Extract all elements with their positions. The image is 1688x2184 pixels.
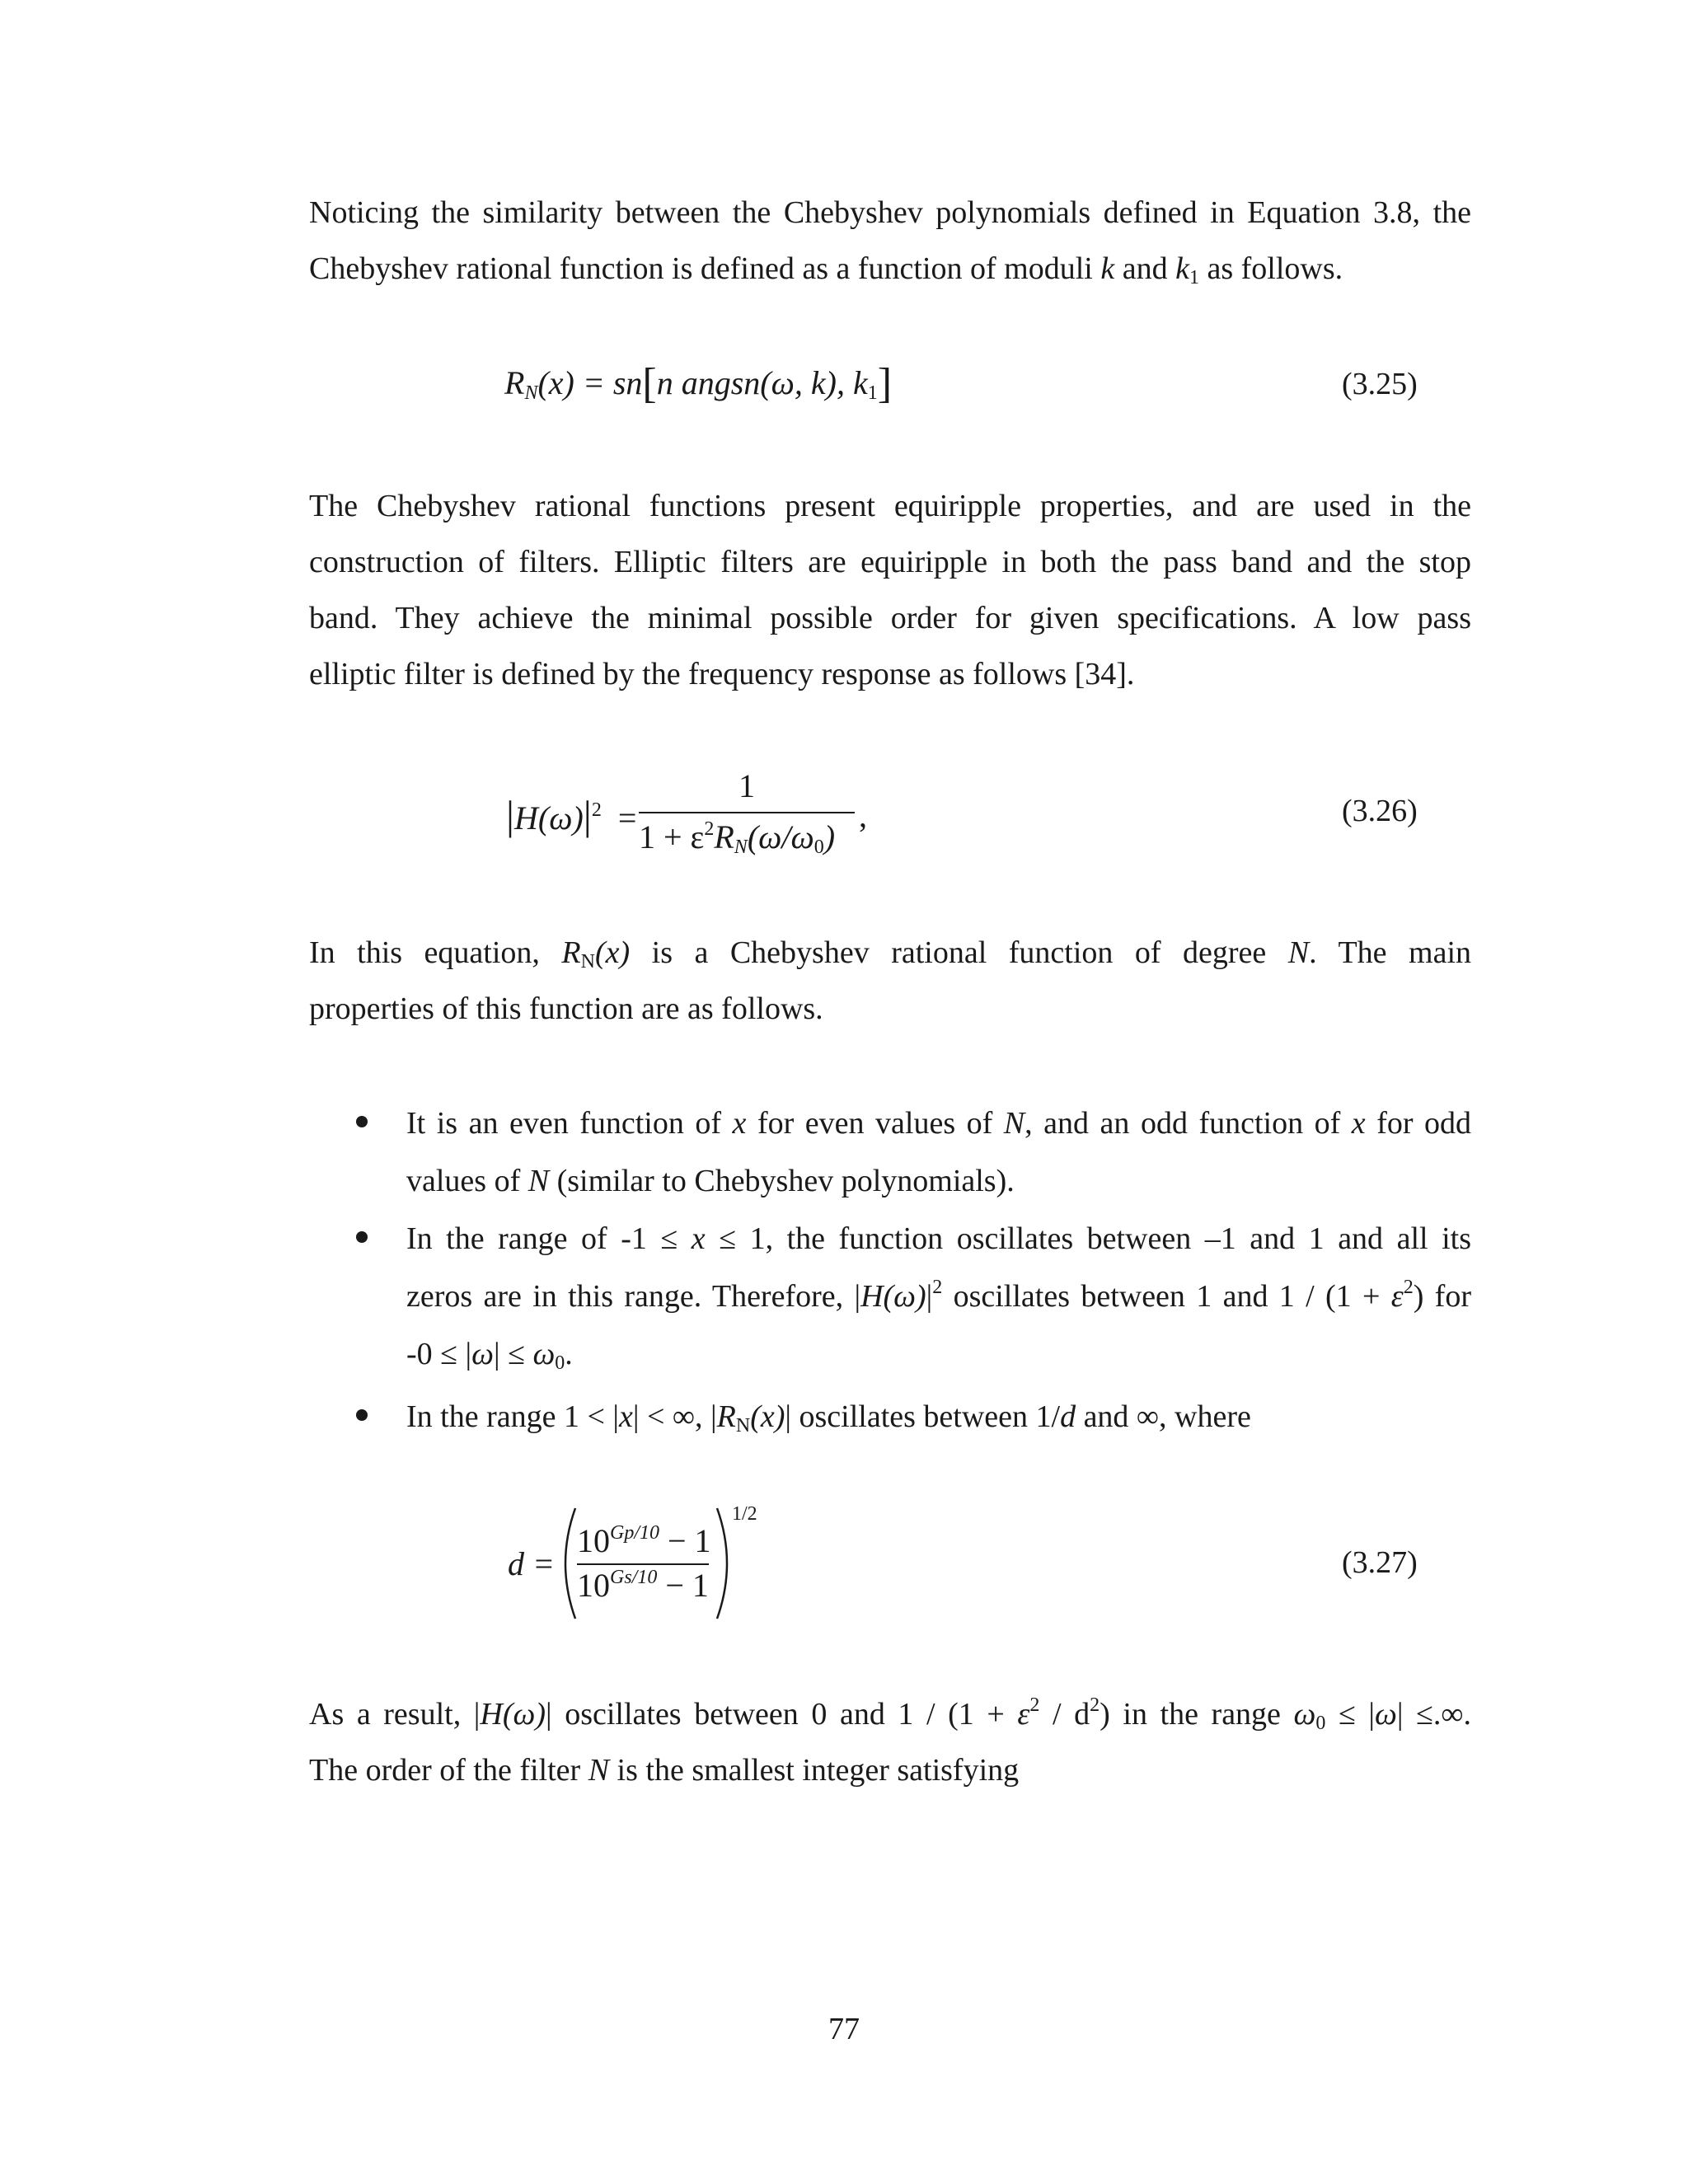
text-line: The Chebyshev rational functions present equiripple properties, and are used in the [309,489,1471,523]
text-run: (similar to Chebyshev polynomials). [549,1164,1015,1198]
text-run: Chebyshev rational function is defined as a function of moduli [309,251,1101,286]
text-run: (ω/ω [747,818,814,855]
text-line [309,1742,1471,1798]
text-line: properties of this function are as follows. [309,991,823,1026]
math-d: d [1060,1399,1076,1434]
text-line [406,1388,1471,1446]
text-line [406,1094,1471,1152]
math-x: (x) [594,935,631,970]
math-N: N [1287,935,1310,970]
subscript: 1 [1189,267,1199,288]
text-run: | ≤.∞. [1396,1697,1471,1732]
text-run: . The main [1309,935,1472,970]
math-H: H(ω) [480,1697,546,1732]
math-R: R [561,935,581,970]
text-run: In the range of -1 ≤ [406,1221,692,1256]
superscript: 2 [704,818,715,840]
superscript: 2 [932,1277,943,1298]
text-run: | ≤ [493,1337,533,1371]
fraction-numerator [577,1521,711,1560]
math-H: H(ω) [860,1279,926,1314]
text-run: 10 [577,1522,610,1559]
text-run: is the smallest integer satisfying [609,1753,1020,1788]
math-lhs: $|H(\omega)|^2$ = [506,792,637,838]
subscript: 0 [555,1352,565,1374]
math-H: H(ω) [514,799,584,837]
superscript: Gp/10 [610,1522,659,1544]
text-run: and ∞, where [1076,1399,1251,1434]
text-run: values of [406,1164,528,1198]
text-run: is a Chebyshev rational function of degree [651,935,1288,970]
math-R: R [504,364,525,401]
fraction-numerator: 1 [738,767,755,804]
paragraph-chebyshev [309,478,1471,702]
bullet-item [406,1388,1471,1446]
subscript: 1 [867,382,878,404]
math-x: (x) [750,1399,785,1434]
page-number: 77 [828,2012,860,2046]
bullet-item [406,1210,1471,1383]
equation-3-25 [504,359,892,408]
text-line [406,1152,1471,1210]
math-omega: ω [471,1337,494,1371]
math-x: x [1351,1106,1366,1141]
math-omega: ω [1375,1697,1397,1732]
text-run: ) for [1413,1279,1471,1314]
text-run: − 1 [665,1567,709,1604]
subscript: N [734,837,748,858]
text-run: and [1114,251,1176,286]
text-run: for even values of [757,1106,1004,1141]
math-omega: ω [1293,1697,1316,1732]
equation-number: (3.25) [1342,367,1418,401]
text-line [406,1210,1471,1268]
math-epsilon: ε [1017,1697,1030,1732]
paragraph-properties [309,925,1471,1037]
text-run: | < ∞, | [632,1399,717,1434]
text-run: | oscillates between 0 and 1 / (1 + [546,1697,1018,1732]
text-run: It is an even function of [406,1106,733,1141]
text-run: ≤ | [1325,1697,1375,1732]
fraction-bar [639,812,855,813]
subscript: 0 [814,837,824,858]
text-run: / d [1039,1697,1090,1732]
text-line: elliptic filter is defined by the frequency response as follows [34]. [309,657,1135,691]
fraction-denominator [639,818,835,856]
fraction-denominator [577,1566,709,1605]
math-k: k [1100,251,1115,286]
text-run: zeros are in this range. Therefore, | [406,1279,861,1314]
math-N: N [528,1164,550,1198]
text-line: construction of filters. Elliptic filters are equiripple in both the pass band and the stop [309,545,1471,579]
bullet-icon [356,1231,368,1243]
text-run: | [926,1279,933,1314]
exponent: 1/2 [732,1503,757,1525]
math-epsilon: ε [1390,1279,1404,1314]
bullet-item [406,1094,1471,1210]
text-line: band. They achieve the minimal possible order for given specifications. A low pass [309,601,1471,635]
text-run: ) in the range [1100,1697,1294,1732]
text-line [309,241,1471,297]
text-run: ≤ 1, the function oscillates between –1 and 1 and all its [719,1221,1471,1256]
equation-number: (3.27) [1342,1545,1418,1580]
paragraph-intro [309,185,1471,297]
text-run: -0 ≤ | [406,1337,472,1371]
bracket-close: ] [877,360,893,407]
text-run: As a result, | [309,1697,481,1732]
text-run: oscillates between 1 and 1 / (1 + [953,1279,1391,1314]
text-line: Noticing the similarity between the Chebyshev polynomials defined in Equation 3.8, the [309,195,1471,230]
math-lhs: d = [508,1545,555,1582]
text-run: 1 + ε [639,818,705,855]
text-run: 10 [577,1567,610,1604]
math-omega: ω [532,1337,556,1371]
math-x: x [691,1221,706,1256]
subscript: N [735,1415,751,1436]
comma: , [859,797,867,834]
text-run: , and an odd function of [1025,1106,1352,1141]
equation-number: (3.26) [1342,794,1418,828]
math-R: R [716,1399,736,1434]
math-x: x [619,1399,633,1434]
text-line [406,1325,1471,1383]
text-line: As a result, |H(ω)| oscillates between 0 and $1 / (1 + \varepsilon^2 / d^2)$ in the range $\omega_0 \le |\omega|$ ≤.∞. [309,1694,1471,1734]
text-run: The order of the filter [309,1753,588,1788]
fraction-bar [577,1563,709,1565]
text-run: . [565,1337,573,1371]
text-run: ) [823,818,836,855]
paragraph-result [309,1686,1471,1798]
superscript: Gs/10 [610,1567,658,1588]
math-N: N [1003,1106,1025,1141]
subscript: N [524,382,538,404]
text-line [309,925,1471,981]
text-run: | oscillates between 1/ [785,1399,1061,1434]
text-run: − 1 [668,1522,711,1559]
math-N: N [588,1753,610,1788]
text-line [406,1268,1471,1325]
bullet-icon [356,1116,368,1127]
math-x: x [732,1106,747,1141]
bullet-icon [356,1409,368,1421]
bracket-open: [ [642,360,657,407]
math-R: R [714,818,734,855]
text-run: In the range 1 < | [406,1399,620,1434]
subscript: N [580,951,595,972]
superscript: 2 [591,799,602,821]
math-body: n angsn(ω, k), k [656,364,868,401]
math-k1: k [1175,251,1189,286]
text-run: for odd [1376,1106,1472,1141]
superscript: 2 [1403,1277,1414,1298]
text-run: as follows. [1198,251,1343,286]
text-run: In this equation, [309,935,562,970]
math-lhs: (x) = sn [537,364,643,401]
